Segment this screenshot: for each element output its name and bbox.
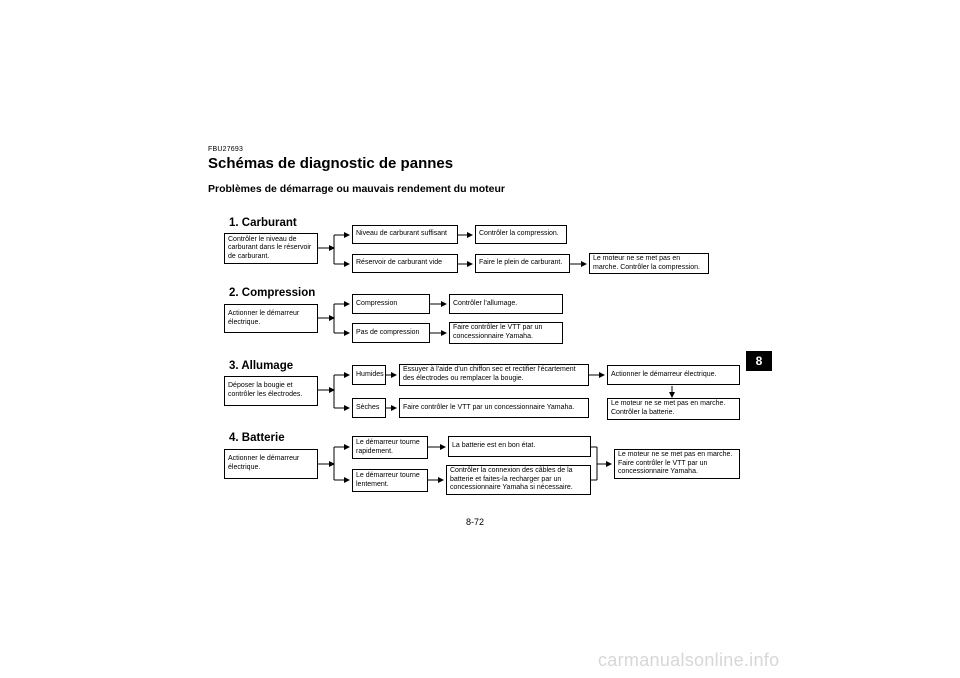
page-title: Schémas de diagnostic de pannes <box>208 155 454 172</box>
allumage-branch1-next-box <box>607 365 740 385</box>
carburant-branch2-result-text: Le moteur ne se met pas en marche. Contrôler la compression. <box>593 254 700 271</box>
carburant-branch2-text: Réservoir de carburant vide <box>356 259 442 267</box>
batterie-branch2-text: Le démarreur tourne lentement. <box>356 471 420 488</box>
page-number: 8-72 <box>466 517 485 527</box>
carburant-branch1-box <box>352 225 458 244</box>
allumage-start-text: Déposer la bougie et contrôler les électrodes. <box>228 382 303 398</box>
compression-start-box <box>224 304 318 333</box>
compression-branch2-text: Pas de compression <box>356 328 420 336</box>
allumage-branch1-result-text: Le moteur ne se met pas en marche. Contrôler la batterie. <box>611 400 726 416</box>
carburant-branch1-action-box <box>475 225 567 244</box>
allumage-branch2-action-box <box>399 398 589 418</box>
page-subtitle: Problèmes de démarrage ou mauvais rendement du moteur <box>208 183 506 195</box>
carburant-start-text: Contrôler le niveau de carburant dans le réservoir de carburant. <box>228 235 312 260</box>
batterie-branch1-box <box>352 436 428 459</box>
section-title-carburant: 1. Carburant <box>229 217 297 229</box>
section-title-compression: 2. Compression <box>229 287 316 299</box>
compression-branch1-action-box <box>449 294 563 314</box>
compression-branch2-box <box>352 323 430 343</box>
carburant-branch2-action-text: Faire le plein de carburant. <box>479 259 563 267</box>
carburant-branch2-box <box>352 254 458 273</box>
compression-branch2-action-text: Faire contrôler le VTT par un concessionnaire Yamaha. <box>453 324 543 340</box>
allumage-start-box <box>224 376 318 406</box>
compression-branch1-box <box>352 294 430 314</box>
allumage-branch2-text: Sèches <box>356 403 380 411</box>
batterie-branch2-action-text: Contrôler la connexion des câbles de la batterie et faites-la recharger par un concessionnaire Yamaha si nécessaire. <box>450 467 573 492</box>
batterie-branch1-action-text: La batterie est en bon état. <box>452 442 536 450</box>
allumage-branch1-action-text: Essuyer à l’aide d’un chiffon sec et rectifier l’écartement des électrodes ou remplacer la bougie. <box>403 366 576 382</box>
allumage-branch1-result-box <box>607 398 740 420</box>
carburant-start-box <box>224 233 318 264</box>
carburant-branch1-action-text: Contrôler la compression. <box>479 230 559 238</box>
batterie-branch1-text: Le démarreur tourne rapidement. <box>356 438 420 455</box>
batterie-branch2-action-box <box>446 465 591 495</box>
allumage-branch2-box <box>352 398 386 418</box>
chapter-tab: 8 <box>746 351 772 371</box>
carburant-branch1-text: Niveau de carburant suffisant <box>356 230 447 238</box>
compression-branch2-action-box <box>449 322 563 344</box>
compression-branch1-text: Compression <box>356 299 398 307</box>
carburant-branch2-result-box <box>589 253 709 274</box>
batterie-result-box <box>614 449 740 479</box>
watermark: carmanualsonline.info <box>598 650 780 670</box>
batterie-start-box <box>224 449 318 479</box>
batterie-start-text: Actionner le démarreur électrique. <box>228 455 300 471</box>
batterie-branch2-box <box>352 469 428 492</box>
document-code: FBU27693 <box>208 146 244 153</box>
allumage-branch1-action-box <box>399 364 589 386</box>
carburant-branch2-action-box <box>475 254 570 273</box>
section-title-batterie: 4. Batterie <box>229 432 285 444</box>
compression-branch1-action-text: Contrôler l’allumage. <box>453 299 518 307</box>
section-title-allumage: 3. Allumage <box>229 360 294 372</box>
batterie-result-text: Le moteur ne se met pas en marche. Faire contrôler le VTT par un concessionnaire Yamaha. <box>618 451 733 476</box>
allumage-branch1-next-text: Actionner le démarreur électrique. <box>611 370 717 378</box>
batterie-branch1-action-box <box>448 436 591 457</box>
allumage-branch1-box <box>352 365 386 385</box>
allumage-branch2-action-text: Faire contrôler le VTT par un concessionnaire Yamaha. <box>403 403 575 411</box>
allumage-branch1-text: Humides <box>356 370 384 378</box>
compression-start-text: Actionner le démarreur électrique. <box>228 309 300 326</box>
